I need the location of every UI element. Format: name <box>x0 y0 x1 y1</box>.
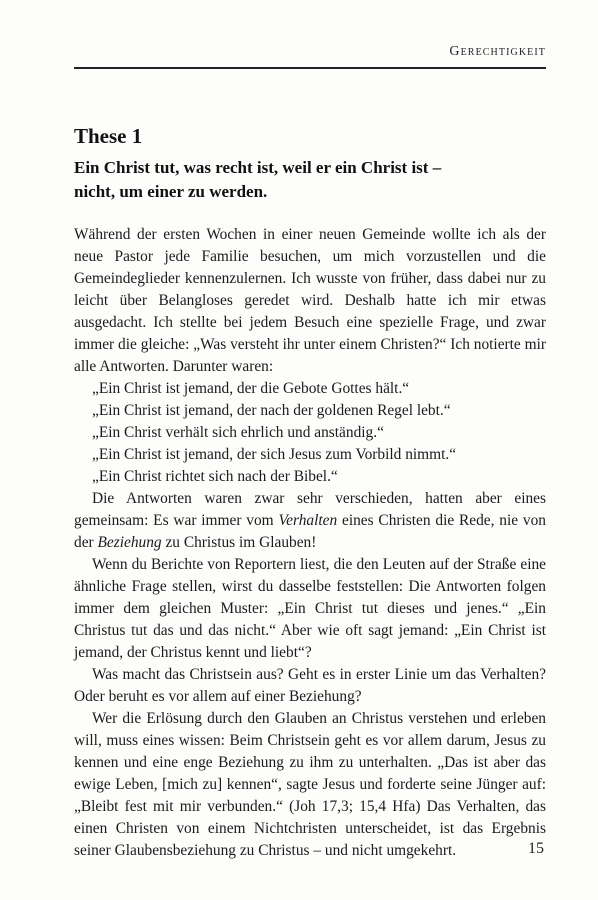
paragraph-reporters: Wenn du Berichte von Reportern liest, die den Leuten auf der Straße eine ähnliche Frage stellen, wirst du dasselbe feststellen: Die Antworten folgen immer dem gleichen Muster: „Ein Christ tut dieses und jenes.“ „Ein Christus tut das und das nicht.“ Aber wie oft sagt jemand: „Ein Christ ist jemand, der Christus kennt und liebt“? <box>74 556 546 661</box>
emphasis-verhalten: Verhalten <box>278 512 338 529</box>
thesis-title: These 1 <box>74 124 143 148</box>
header-rule <box>74 67 546 69</box>
running-head: Gerechtigkeit <box>449 44 546 59</box>
quote-line: „Ein Christ ist jemand, der nach der goldenen Regel lebt.“ <box>92 402 451 419</box>
thesis-subtitle-line-2: nicht, um einer zu werden. <box>74 182 268 201</box>
paragraph-question: Was macht das Christsein aus? Geht es in erster Linie um das Verhalten? Oder beruht es vor allem auf einer Beziehung? <box>74 666 546 705</box>
paragraph-salvation: Wer die Erlösung durch den Glauben an Christus verstehen und erleben will, muss eines wissen: Beim Christsein geht es vor allem darum, Jesus zu kennen und eine enge Beziehung zu ihm zu unterhalten. „Das ist aber das ewige Leben, [mich zu] kennen“, sagte Jesus und forderte seine Jünger auf: „Bleibt fest mit mir verbunden.“ (Joh 17,3; 15,4 Hfa) Das Verhalten, das einen Christen von einem Nichtchristen unterscheidet, ist das Ergebnis seiner Glaubensbeziehung zu Christus – und nicht umgekehrt. <box>74 710 546 859</box>
page-content <box>74 122 546 862</box>
quote-line: „Ein Christ ist jemand, der sich Jesus zum Vorbild nimmt.“ <box>92 446 457 463</box>
paragraph-intro: Während der ersten Wochen in einer neuen Gemeinde wollte ich als der neue Pastor jede Familie besuchen, um mich vorzustellen und die Gemeindeglieder kennenzulernen. Ich wusste von früher, dass dabei nur zu leicht über Belangloses geredet wird. Deshalb hatte ich mir etwas ausgedacht. Ich stellte bei jedem Besuch eine spezielle Frage, und zwar immer die gleiche: „Was versteht ihr unter einem Christen?“ Ich notierte mir alle Antworten. Darunter waren: <box>74 226 546 375</box>
paragraph-answers-text: zu Christus im Glauben! <box>161 534 317 551</box>
body-text <box>74 224 546 862</box>
thesis-subtitle <box>74 156 546 204</box>
quote-line: „Ein Christ ist jemand, der die Gebote Gottes hält.“ <box>92 380 410 397</box>
page-number: 15 <box>528 840 544 857</box>
thesis-subtitle-line-1: Ein Christ tut, was recht ist, weil er ein Christ ist – <box>74 158 442 177</box>
paragraph-answers-text: eines Christen die Rede, nie von der <box>74 512 547 551</box>
paragraph-answers <box>74 488 546 554</box>
quote-line: „Ein Christ richtet sich nach der Bibel.“ <box>92 468 338 485</box>
quote-line: „Ein Christ verhält sich ehrlich und anständig.“ <box>92 424 384 441</box>
emphasis-beziehung: Beziehung <box>97 534 162 551</box>
paragraph-answers-text: Die Antworten waren zwar sehr verschieden, hatten aber eines gemeinsam: Es war immer vom <box>74 490 546 529</box>
